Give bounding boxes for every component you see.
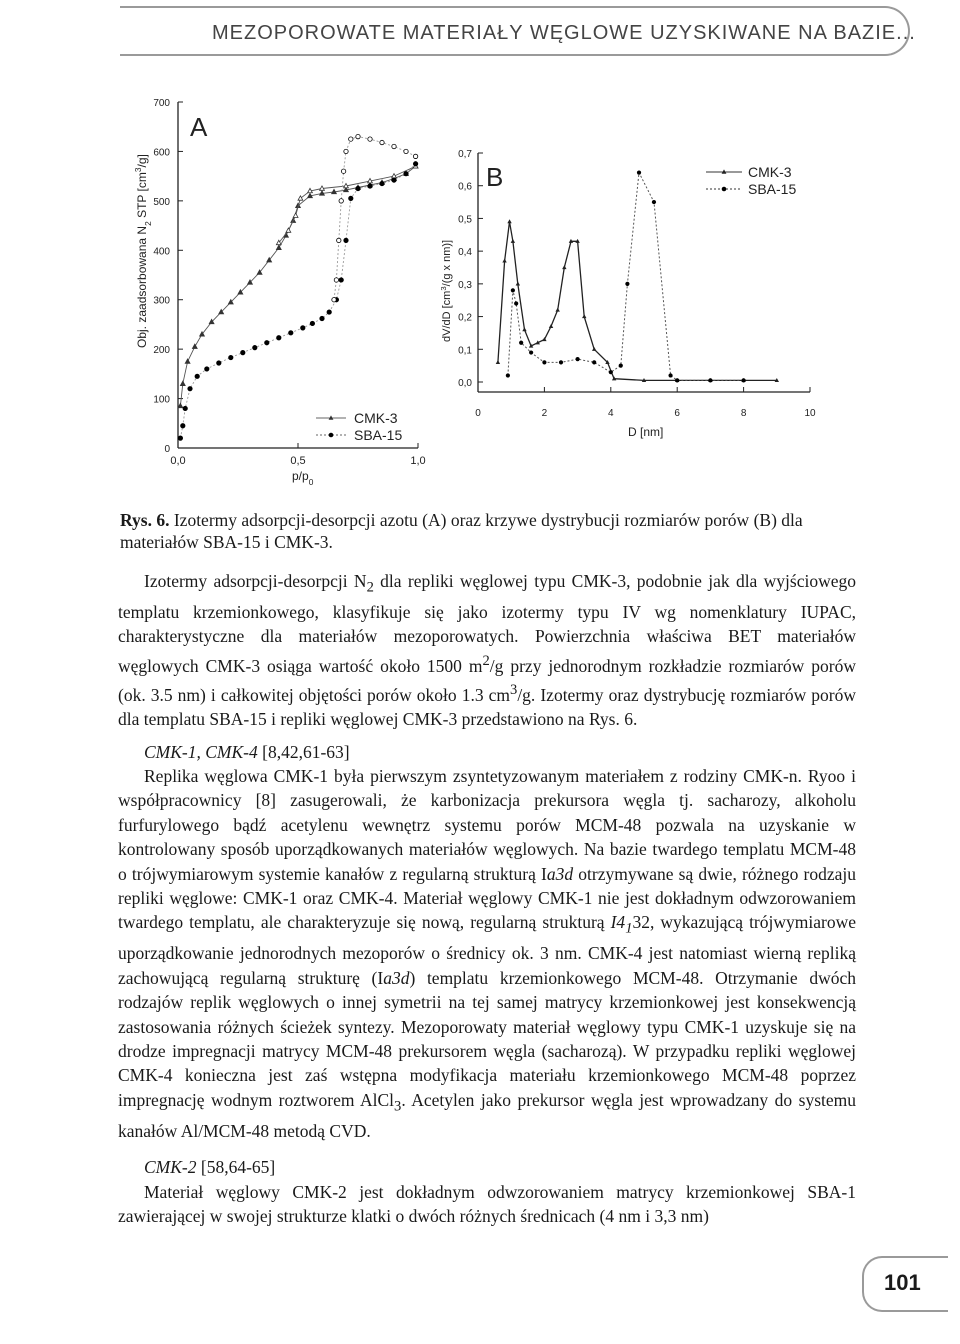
panel-b-legend-marker [722,187,727,192]
panel-b-x-tick-label: 0 [475,408,481,419]
isotherm-sba-15-desorption-point [344,149,348,153]
figure-6-svg [120,90,840,490]
psd-cmk-3-point [511,239,515,243]
paragraph-cmk2: Materiał węglowy CMK-2 jest dokładnym odwzorowaniem matrycy krzemionkowej SBA-1 zawierającej w swojej strukturze klatki o dwóch różnych średnicach (4 nm i 3,3 nm) [118,1181,856,1226]
isotherm-sba-15-adsorption-point [277,336,281,340]
panel-a-legend-label: CMK-3 [354,410,398,426]
isotherm-sba-15-adsorption-point [195,374,199,378]
isotherm-cmk-3-desorption-point [286,228,291,232]
isotherm-sba-15-adsorption-point [413,162,417,166]
psd-sba-15-point [742,378,746,382]
psd-cmk-3-point [562,265,566,269]
isotherm-sba-15-adsorption-point [188,386,192,390]
panel-b-x-tick-label: 8 [740,408,747,419]
panel-b-y-tick-label: 0,3 [458,279,472,291]
panel-b-y-tick-label: 0,0 [458,378,472,389]
psd-sba-15-point [609,370,613,374]
panel-b [439,149,816,439]
panel-b-y-tick-label: 0,4 [458,247,472,259]
psd-cmk-3-point [507,219,511,223]
isotherm-sba-15-desorption-point [339,199,343,203]
psd-sba-15-point [637,171,641,175]
isotherm-sba-15-desorption-point [334,278,338,282]
isotherm-sba-15-adsorption-point [253,345,257,349]
isotherm-cmk-3-desorption-point [293,213,298,217]
isotherm-sba-15-adsorption-point [356,186,360,190]
psd-cmk-3-point [522,327,526,331]
panel-a-x-tick-label: 1,0 [410,455,426,467]
panel-b-y-axis-label: dV/dD [$cm^3/(g$ x nm)] [438,239,453,342]
panel-a [133,98,426,487]
isotherm-cmk-3-desorption-point [298,196,303,200]
isotherm-cmk-3-adsorption-point [185,359,190,363]
isotherm-sba-15-adsorption-point [181,424,185,428]
panel-a-y-tick-label: 100 [153,394,170,406]
isotherm-cmk-3-adsorption-line [180,166,415,406]
panel-a-legend-marker [329,433,334,438]
psd-cmk-3-point [502,259,506,263]
psd-cmk-3-point [555,308,559,312]
psd-sba-15-point [514,301,518,305]
psd-cmk-3-point [496,360,500,364]
panel-b-x-tick-label: 4 [608,408,614,419]
isotherm-sba-15-adsorption-point [183,406,187,410]
isotherm-sba-15-adsorption-point [349,196,353,200]
isotherm-sba-15-adsorption-point [392,178,396,182]
isotherm-sba-15-adsorption-point [344,238,348,242]
isotherm-sba-15-desorption-point [332,298,336,302]
panel-a-legend-label: SBA-15 [354,427,403,443]
isotherm-sba-15-adsorption-point [265,341,269,345]
isotherm-sba-15-adsorption-point [404,171,408,175]
isotherm-sba-15-desorption-point [413,154,417,158]
psd-sba-15-point [625,282,629,286]
panel-a-y-tick-label: 400 [153,246,170,258]
psd-cmk-3-point [582,314,586,318]
paragraph-isotherms: Izotermy adsorpcji-desorpcji $N_2$ dla repliki węglowej typu CMK-3, podobnie jak dla wyjściowego templatu krzemionkowego, klasyfikuje się jako izotermy typu IV wg nomenklatury IUPAC, charakterystyczne dla materiałów mezoporowatych. Powierzchnia właściwa BET materiałów węglowych CMK-3 osiąga wartość około 1500 $m^2/g$ przy jednorodnym rozkładzie rozmiarów porów (ok. 3.5 nm) i całkowitej objętości porów około 1.3 $cm^3/g$. Izotermy oraz dystrybucję rozmiarów porów dla templatu SBA-15 i repliki węglowej CMK-3 przedstawiono na Rys. 6. [118,571,857,730]
panel-b-legend-label: CMK-3 [748,164,792,180]
panel-a-y-axis-label: Obj. zaadsorbowana $N_2$ STP $[cm^3/g]$ [133,154,153,348]
psd-sba-15-point [668,373,672,377]
panel-a-x-tick-label: 0,5 [290,455,306,467]
isotherm-sba-15-desorption-line [334,137,416,300]
panel-b-y-tick-label: 0,6 [458,181,472,193]
running-header-title: MEZOPOROWATE MATERIAŁY WĘGLOWE UZYSKIWANE NA BAZIE... [212,22,916,44]
section-heading-cmk1-cmk4: CMK-1, CMK-4 [8,42,61-63] [144,741,350,762]
panel-b-x-tick-label: 2 [541,408,548,419]
psd-sba-15-point [506,373,510,377]
panel-a-y-tick-label: 600 [153,147,170,159]
isotherm-sba-15-desorption-point [368,137,372,141]
isotherm-cmk-3-adsorption-point [178,403,183,407]
psd-cmk-3-line [498,222,777,381]
isotherm-cmk-3-adsorption-point [192,344,197,348]
panel-b-x-axis-label: D [nm] [628,425,664,439]
isotherm-sba-15-adsorption-point [205,367,209,371]
caption-text: Izotermy adsorpcji-desorpcji azotu (A) oraz krzywe dystrybucji rozmiarów porów (B) dla materiałów SBA-15 i CMK-3. [120,510,803,552]
isotherm-sba-15-adsorption-point [320,316,324,320]
isotherm-cmk-3-adsorption-point [276,245,281,249]
psd-sba-15-point [542,360,546,364]
psd-cmk-3-point [516,281,520,285]
panel-b-letter: B [486,162,504,192]
isotherm-sba-15-desorption-point [392,144,396,148]
isotherm-sba-15-desorption-point [337,238,341,242]
caption-label: Rys. 6. [120,510,170,530]
psd-sba-15-point [592,360,596,364]
psd-sba-15-point [529,350,533,354]
psd-sba-15-point [675,378,679,382]
panel-a-y-tick-label: 0 [164,444,170,455]
isotherm-sba-15-desorption-point [356,134,360,138]
panel-a-y-tick-label: 500 [153,196,170,208]
figure-caption [120,509,860,553]
isotherm-sba-15-adsorption-point [327,310,331,314]
section-heading-cmk2: CMK-2 [58,64-65] [144,1157,276,1178]
psd-sba-15-point [511,288,515,292]
isotherm-sba-15-adsorption-point [339,278,343,282]
panel-a-y-tick-label: 300 [153,295,170,307]
isotherm-sba-15-adsorption-point [178,436,182,440]
isotherm-sba-15-adsorption-point [380,181,384,185]
panel-a-letter: A [190,112,208,142]
psd-sba-15-point [652,200,656,204]
isotherm-sba-15-desorption-point [341,169,345,173]
body-text [118,569,856,1228]
psd-sba-15-point [619,364,623,368]
psd-cmk-3-point [549,324,553,328]
panel-b-y-tick-label: 0,7 [458,149,472,160]
panel-b-y-tick-label: 0,2 [458,312,472,324]
isotherm-cmk-3-adsorption-point [180,381,185,385]
panel-b-y-tick-label: 0,5 [458,214,472,226]
panel-a-y-tick-label: 200 [153,345,170,357]
isotherm-sba-15-adsorption-point [301,326,305,330]
isotherm-sba-15-desorption-point [380,140,384,144]
isotherm-sba-15-desorption-point [404,149,408,153]
psd-sba-15-point [708,378,712,382]
psd-sba-15-point [519,341,523,345]
panel-b-x-tick-label: 6 [674,408,680,419]
panel-a-y-tick-label: 700 [153,98,170,109]
panel-b-y-tick-label: 0,1 [458,345,472,357]
psd-cmk-3-point [592,347,596,351]
isotherm-sba-15-adsorption-point [229,355,233,359]
paragraph-cmk1: Replika węglowa CMK-1 była pierwszym zsyntetyzowanym materiałem z rodziny CMK-n. Ryoo i współpracownicy [8] zasugerowali, że karbonizacja prekursora węgla tj. sacharozy, alkoholu furfurylowego bądź acetylenu wewnętrz systemu porów MCM-48 pozwala na uzyskanie w kontrolowany sposób uporządkowanych materiałów węglowych. Na bazie twardego templatu MCM-48 o trójwymiarowym systemie kanałów z regularną strukturą Ia3d otrzymywane są dwie, różnego rodzaju repliki węglowe: CMK-1 oraz CMK-4. Materiał węglowy CMK-1 nie jest dokładnym odwzorowaniem twardego templatu, ale charakteryzuje się nową, regularną strukturą $I4_132$, wykazującą trójwymiarowe uporządkowanie jednorodnych mezoporów o średnicy ok. 3 nm. CMK-4 jest natomiast wierną repliką zachowującą regularną strukturę (Ia3d) templatu krzemionkowego MCM-48. Otrzymanie dwóch rodzajów replik węglowych o innej symetrii na tej samej matrycy krzemionkowej jest konsekwencją zastosowania różnych ścieżek syntezy. Mezoporowaty materiał węglowy typu CMK-1 uzyskuje się na drodze impregnacji matrycy MCM-48 prekursorem węgla (sacharozą). W przypadku repliki węglowej CMK-4 konieczna jest zaś wstępna modyfikacja materiału krzemionkowego MCM-48 poprzez impregnację wodnym roztworem AlCl$_3$. Acetylen jako prekursor węgla jest wprowadzany do systemu kanałów Al/MCM-48 metodą CVD. [118,766,856,1141]
panel-a-x-tick-label: 0,0 [170,455,186,467]
isotherm-sba-15-adsorption-point [241,350,245,354]
isotherm-sba-15-desorption-point [349,137,353,141]
psd-sba-15-point [559,360,563,364]
psd-sba-15-line [508,173,744,381]
isotherm-sba-15-adsorption-point [217,361,221,365]
isotherm-sba-15-adsorption-point [368,184,372,188]
psd-sba-15-point [576,357,580,361]
panel-b-x-tick-label: 10 [804,408,816,419]
isotherm-sba-15-adsorption-point [289,331,293,335]
panel-b-legend-label: SBA-15 [748,181,797,197]
figure-6 [120,90,840,490]
panel-a-x-axis-label: $p/p_0$ [292,469,314,487]
page-number: 101 [884,1270,921,1295]
isotherm-sba-15-adsorption-point [310,321,314,325]
